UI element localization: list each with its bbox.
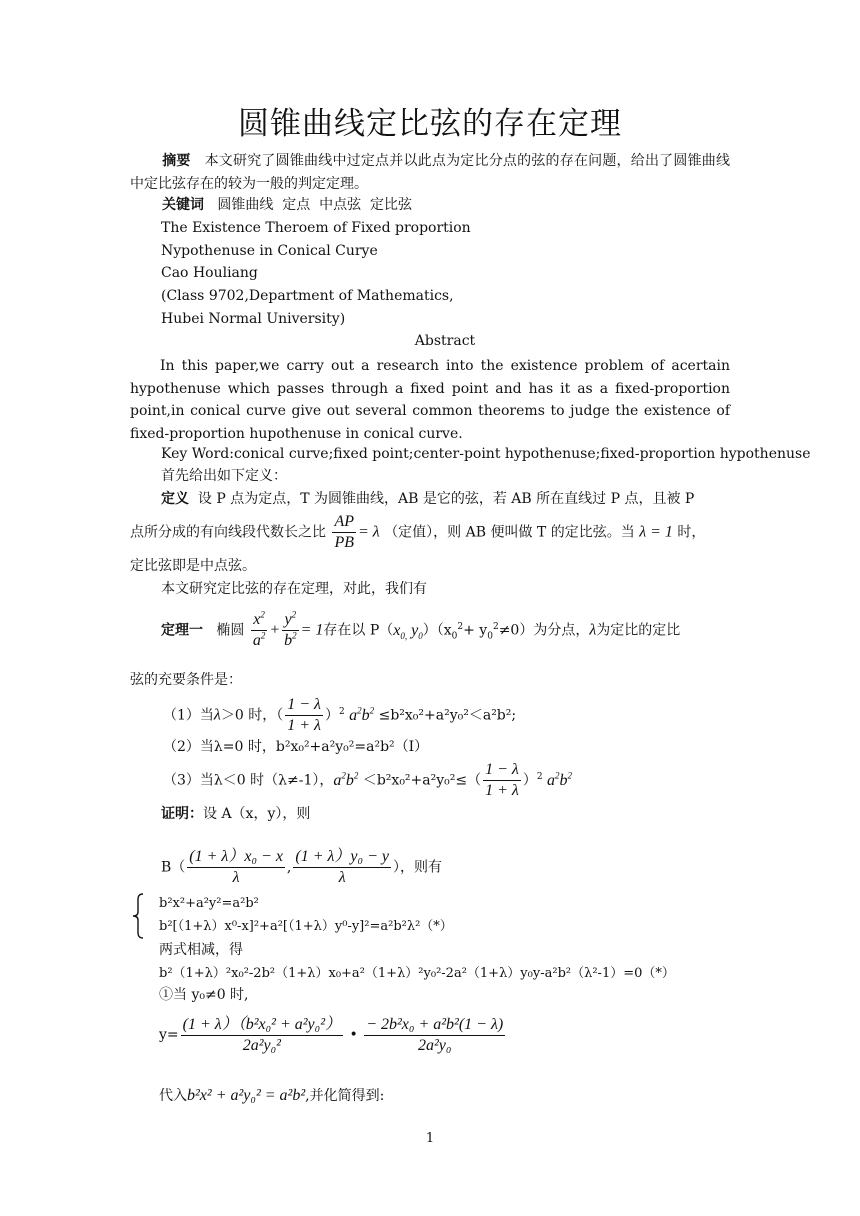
- b-y-denominator: λ: [338, 869, 346, 886]
- substitute-text-a: 代入: [159, 1088, 187, 1104]
- author-name: Cao Houliang: [161, 265, 258, 281]
- condition-3-c: ）: [522, 772, 537, 789]
- y-fraction-2: [364, 1015, 505, 1056]
- system-equation-1: b²x²+a²y²=a²b²: [159, 896, 259, 911]
- affiliation-line-1: (Class 9702,Department of Mathematics,: [161, 288, 454, 304]
- condition-3-denominator: 1 + λ: [485, 782, 519, 799]
- condition-1-b: ＞0 时，（: [220, 707, 284, 724]
- dot-operator: •: [349, 1027, 358, 1044]
- b-y-fraction: [293, 847, 391, 888]
- lambda-symbol: λ: [589, 621, 597, 639]
- condition-1: （1）当λ＞0 时，（ $\frac{1 - \lambda}{1 + \lambda}$ ）$^2$ $a^2b^2 \le b^2x_0^2+a^2y_0^2<a^2b^2$;: [163, 696, 517, 734]
- b-x-numerator: (1 + λ）x₀ − x: [187, 847, 285, 868]
- subtract-line: 两式相减，得: [159, 942, 243, 958]
- keywords-en: Key Word:conical curve;fixed point;center-point hypothenuse;fixed-proportion hypothenuse: [161, 446, 811, 462]
- equals-one: = 1: [300, 621, 324, 639]
- b-x-fraction: [187, 847, 285, 888]
- condition-3-b: ＜b²x₀²+a²y₀²≤（: [362, 772, 482, 789]
- definition-line-1: [161, 491, 694, 508]
- point-x: $x_{0,}$ $y_0$: [393, 621, 423, 641]
- proof-text: 设 A（x，y），则: [203, 806, 311, 822]
- y-fraction-2-numerator: − 2b²x₀ + a²b²(1 − λ): [364, 1015, 505, 1036]
- condition-3-numerator: 1 − λ: [483, 760, 521, 781]
- abstract-cn: [130, 150, 730, 195]
- y-fraction-2-denominator: 2a²y₀: [417, 1037, 452, 1054]
- abstract-cn-label: 摘要: [162, 153, 191, 169]
- long-equation: b²（1+λ）²x₀²-2b²（1+λ）x₀+a²（1+λ）²y₀²-2a²（1+λ）y₀y-a²b²（λ²-1）=0（*）: [159, 966, 675, 981]
- ellipse-word: 椭圆: [216, 622, 245, 639]
- theorem-1-line-1: 定理一 椭圆 $\frac{x^2}{a^2}$ + $\frac{y^2}{b^2}$ = 1存在以 $P(x_{0,}$ $y_0)(x_0^2+ y_0^2\ne 0)$为分点，λ为定比的定比: [161, 609, 681, 649]
- condition-1-denominator: 1 + λ: [287, 717, 321, 734]
- fraction-numerator: AP: [332, 512, 356, 533]
- y-fraction-1-numerator: (1 + λ）（b²x₀² + a²y₀²）: [181, 1015, 343, 1036]
- b-var: b: [284, 632, 293, 649]
- definition-text-2c: 时，: [677, 524, 706, 541]
- abstract-heading: Abstract: [414, 333, 476, 349]
- proof-label: 证明：: [161, 806, 203, 822]
- theorem-1-text-d: ≠0）为分点，: [498, 622, 590, 639]
- condition-3-fraction: [483, 760, 521, 801]
- lambda-one-equation: λ = 1: [639, 523, 673, 541]
- intro-line: 首先给出如下定义：: [161, 468, 287, 484]
- condition-2: （2）当λ=0 时，b²x₀²+a²y₀²=a²b²（Ⅰ）: [163, 739, 429, 755]
- b-prefix: B（: [161, 859, 186, 876]
- y-fraction-1-denominator: 2a²y₀²: [242, 1037, 281, 1054]
- abstract-en-text: In this paper,we carry out a research into the existence problem of acertain hypothenuse which passes through a fixed point and has it as a fixed-proportion point,in conical curve give out several common theorems to judge the existence of fixed-proportion hupothenuse in conical curve.: [130, 358, 730, 442]
- theorem-1-text-a: 存在以 P（: [323, 622, 394, 639]
- definition-line-3: 定比弦即是中点弦。: [130, 558, 256, 574]
- keywords-cn: [162, 197, 412, 214]
- b-y-numerator: (1 + λ）y₀ − y: [293, 847, 391, 868]
- y-fraction-1: [181, 1015, 343, 1056]
- definition-line-2: [130, 512, 705, 553]
- english-title-line-1: The Existence Theroem of Fixed proportion: [161, 220, 471, 236]
- condition-1-numerator: 1 − λ: [285, 695, 323, 716]
- point-b-expression: B（ $\frac{\text{(1 + λ）x₀ − x}}{\lambda}$ , $\frac{\text{(1 + λ）y₀ − y}}{\lambda}$ ），则有: [161, 848, 442, 886]
- affiliation-line-2: Hubei Normal University): [161, 311, 346, 327]
- condition-3-a: （3）当λ＜0 时（λ≠-1），: [163, 772, 334, 789]
- keywords-cn-label: 关键词: [162, 197, 204, 213]
- y2-over-b2-fraction: $\frac{y^2}{b^2}$: [284, 609, 297, 649]
- b-suffix: ），则有: [393, 859, 442, 876]
- abstract-en: [130, 355, 730, 445]
- paper-title: 圆锥曲线定比弦的存在定理: [238, 106, 622, 142]
- definition-text-1: 设 P 点为定点，T 为圆锥曲线，AB 是它的弦，若 AB 所在直线过 P 点，且被 P: [197, 491, 695, 507]
- study-line: 本文研究定比弦的存在定理，对此，我们有: [161, 581, 427, 597]
- substitute-equation: b²x² + a²y₀² = a²b²: [187, 1087, 306, 1104]
- theorem-1-text-b: ）（x: [422, 622, 452, 639]
- condition-1-fraction: [285, 695, 323, 736]
- condition-1-c: ）: [324, 707, 339, 724]
- x2-over-a2-fraction: $\frac{x^2}{a^2}$: [252, 609, 266, 649]
- definition-text-2b: （定值），则 AB 便叫做 T 的定比弦。当: [384, 524, 635, 541]
- theorem-1-line-2: 弦的充要条件是：: [130, 672, 242, 688]
- definition-text-2a: 点所分成的有向线段代数长之比: [130, 524, 326, 541]
- y-var: y: [284, 611, 292, 628]
- definition-label: 定义: [161, 491, 189, 507]
- page-number: 1: [425, 1131, 435, 1146]
- lambda-equation: = λ: [358, 523, 380, 541]
- theorem-1-text-c: + y: [463, 622, 488, 639]
- b-x-denominator: λ: [232, 869, 240, 886]
- condition-3: （3）当λ＜0 时（λ≠-1），$a^2b^2 <b^2x_0^2+a^2y_0^2\le$（ $\frac{1 - \lambda}{1 + \lambda}$ ）$^2$ $a^2b^2$: [163, 761, 573, 799]
- ap-pb-fraction: [332, 512, 356, 553]
- condition-1-d: ≤b²x₀²+a²y₀²＜a²b²;: [378, 707, 517, 724]
- y-expression: [159, 1015, 507, 1056]
- theorem-1-text-e: 为定比的定比: [596, 622, 681, 639]
- system-equation-2: b²[（1+λ）x⁰-x]²+a²[（1+λ）y⁰-y]²=a²b²λ²（*）: [159, 919, 453, 934]
- system-brace: [131, 893, 145, 939]
- a-var: a: [252, 632, 261, 649]
- theorem-1-label: 定理一: [161, 622, 203, 639]
- english-title-line-2: Nypothenuse in Conical Curye: [161, 243, 378, 259]
- fraction-denominator: PB: [334, 534, 354, 551]
- y-prefix: y=: [159, 1027, 179, 1044]
- condition-1-a: （1）当: [163, 707, 214, 724]
- case-1-line: ①当 y₀≠0 时,: [159, 987, 249, 1003]
- abstract-cn-text: 本文研究了圆锥曲线中过定点并以此点为定比分点的弦的存在问题，给出了圆锥曲线中定比弦存在的较为一般的判定定理。: [130, 153, 730, 192]
- keywords-cn-text: 圆锥曲线 定点 中点弦 定比弦: [217, 197, 413, 213]
- x-var: x: [253, 611, 261, 628]
- proof-start: [161, 806, 310, 823]
- substitute-text-b: ,并化简得到:: [305, 1088, 385, 1104]
- substitute-line: [159, 1086, 384, 1105]
